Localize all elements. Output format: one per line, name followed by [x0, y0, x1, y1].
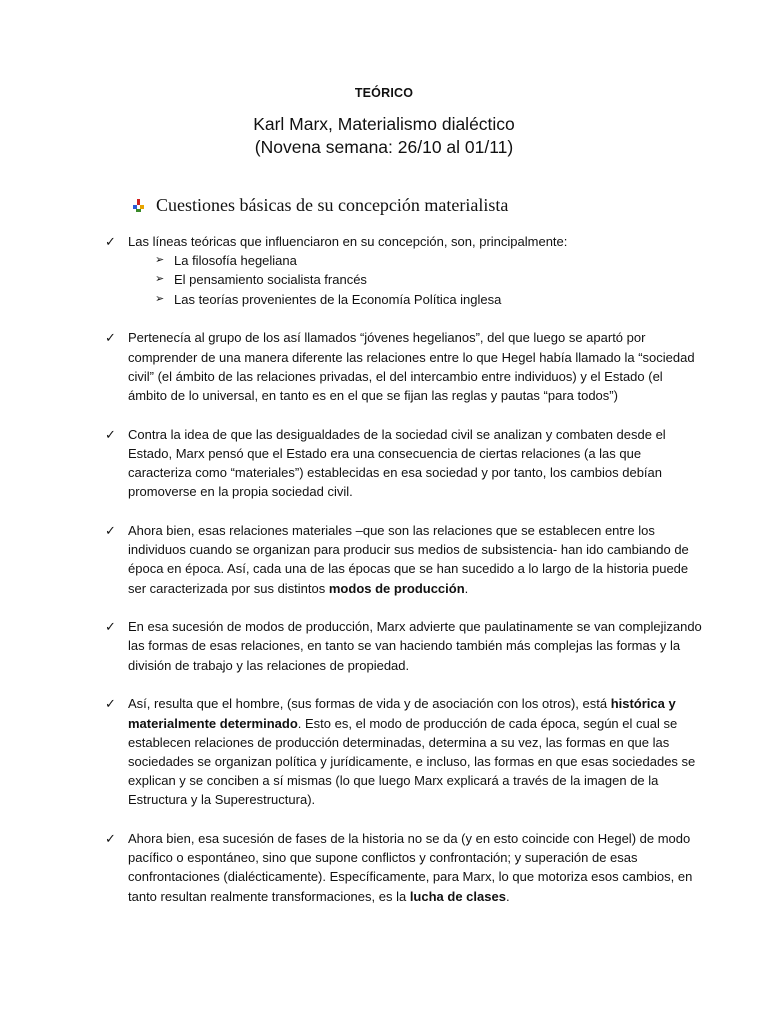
bold-term: histórica y materialmente determinado	[128, 696, 676, 731]
sub-list-item-text: La filosofía hegeliana	[174, 253, 297, 269]
list-item-text	[128, 694, 705, 809]
checkmark-icon: ✓	[105, 619, 116, 635]
sub-list-item	[128, 290, 705, 309]
checkmark-icon: ✓	[105, 522, 116, 538]
bold-term: lucha de clases	[409, 888, 506, 904]
list-item-text	[128, 521, 705, 598]
list-item-text	[128, 829, 705, 906]
content-list	[105, 232, 705, 925]
arrow-bullet-icon: ➢	[155, 273, 165, 286]
document-label: TEÓRICO	[354, 86, 414, 100]
text-segment: Así, resulta que el hombre, (sus formas de vida y de asociación con los otros), está	[128, 696, 611, 712]
list-item	[105, 617, 705, 675]
text-segment: Ahora bien, esas relaciones materiales –que son las relaciones que se establecen entre los individuos cuando se organizan para producir sus medios de subsistencia- han ido cambiando de época en época. Así, cada una de las épocas que se han sucedido a lo largo de la historia puede ser caracterizada por sus distintos	[128, 522, 689, 596]
sub-list-item-text: Las teorías provenientes de la Economía Política inglesa	[174, 291, 502, 307]
list-item	[105, 829, 705, 906]
document-title: Karl Marx, Materialismo dialéctico	[253, 114, 515, 134]
sub-list-item-text: El pensamiento socialista francés	[174, 272, 367, 288]
arrow-bullet-icon: ➢	[155, 292, 165, 305]
list-item-text: Las líneas teóricas que influenciaron en su concepción, son, principalmente:	[128, 234, 568, 249]
bullet-icon	[132, 199, 145, 213]
checkmark-icon: ✓	[105, 426, 116, 442]
list-item-text: Contra la idea de que las desigualdades de la sociedad civil se analizan y combaten desde el Estado, Marx pensó que el Estado era una consecuencia de ciertas relaciones (a las que caracteriza como “materiales”) establecidas en esa sociedad y por tanto, los cambios debían promoverse en la propia sociedad civil.	[128, 426, 666, 500]
checkmark-icon: ✓	[105, 234, 116, 249]
section-heading-text: Cuestiones básicas de su concepción materialista	[156, 195, 509, 215]
sub-list	[128, 251, 705, 309]
text-segment: .	[505, 888, 510, 904]
bold-term: modos de producción	[328, 580, 465, 596]
list-item	[105, 328, 705, 405]
text-segment: . Esto es, el modo de producción de cada época, según el cual se establecen relaciones de producción determinadas, determina a su vez, las formas en que las sociedades se organizan política y jurídicamente, e incluso, las formas en que esas sociedades se explican y se conciben a sí mismas (lo que luego Marx explicará a través de la imagen de la Estructura y la Superestructura).	[128, 715, 696, 808]
sub-list-item	[128, 251, 705, 270]
list-item	[105, 425, 705, 502]
section-heading	[132, 195, 508, 216]
checkmark-icon: ✓	[105, 330, 116, 346]
document-header	[0, 86, 768, 158]
checkmark-icon: ✓	[105, 696, 116, 712]
sub-list-item	[128, 270, 705, 289]
list-item-text: Pertenecía al grupo de los así llamados “jóvenes hegelianos”, del que luego se apartó por comprender de una manera diferente las relaciones entre lo que Hegel había llamado la “sociedad civil” (el ámbito de las relaciones privadas, el del intercambio entre individuos) y el Estado (el ámbito de lo universal, en tanto es en el que se fijan las reglas y pautas “para todos”)	[128, 330, 695, 403]
checkmark-icon: ✓	[105, 831, 116, 847]
document-subtitle: (Novena semana: 26/10 al 01/11)	[254, 137, 514, 157]
list-item-text: En esa sucesión de modos de producción, Marx advierte que paulatinamente se van complejizando las formas de esas relaciones, en tanto se van haciendo también más complejas las formas y la división de trabajo y las relaciones de propiedad.	[128, 619, 702, 673]
list-item	[105, 521, 705, 598]
list-item	[105, 232, 705, 309]
text-segment: Ahora bien, esa sucesión de fases de la historia no se da (y en esto coincide con Hegel) de modo pacífico o espontáneo, sino que supone conflictos y confrontación; y superación de esas confrontaciones (dialécticamente). Específicamente, para Marx, lo que motoriza esos cambios, en tanto resultan realmente transformaciones, es la	[128, 831, 693, 904]
list-item	[105, 694, 705, 809]
text-segment: .	[464, 580, 469, 596]
arrow-bullet-icon: ➢	[155, 254, 165, 267]
